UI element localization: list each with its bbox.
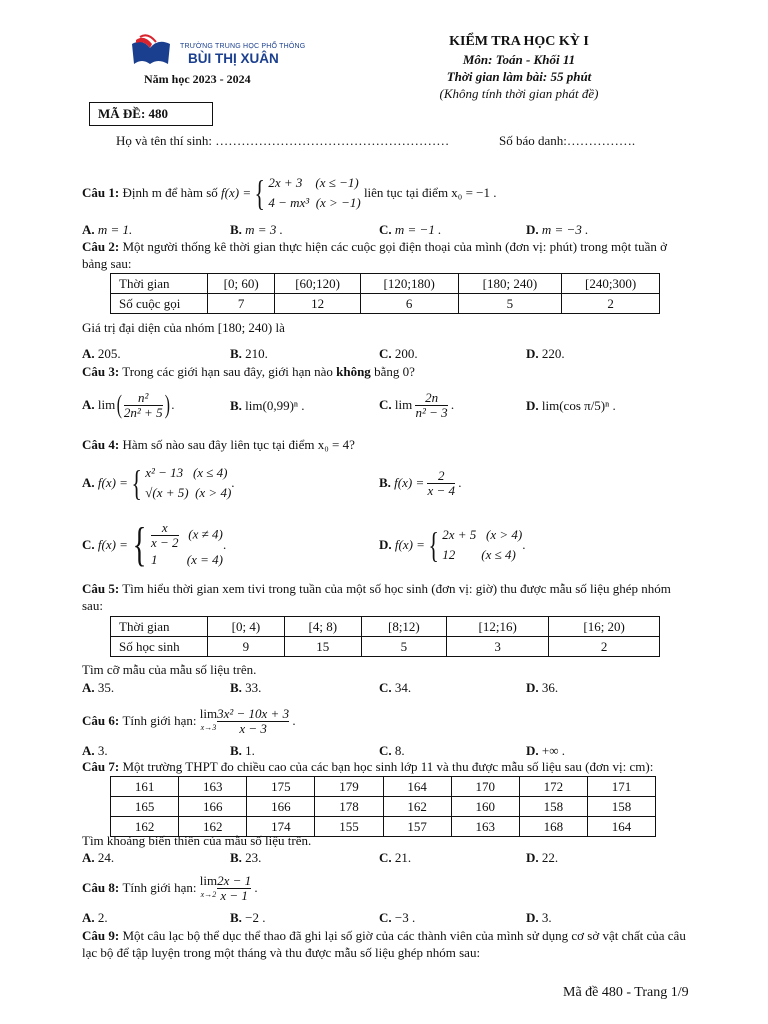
table-cell: [180; 240) [458,274,562,294]
question-subtext: Tìm khoảng biến thiên của mẫu số liệu trên. [82,833,312,848]
q1-option-a[interactable]: A. m = 1. [82,222,133,237]
table-cell: [0; 4) [208,617,285,637]
question-text-cont: bảng sau: [82,256,132,271]
q7-option-d[interactable]: D. 22. [526,850,559,865]
book-logo-icon [128,34,174,68]
table-cell: 157 [383,817,451,837]
table-row [111,797,656,817]
table-cell: 2 [562,294,660,314]
page-footer: Mã đề 480 - Trang 1/9 [563,985,689,1000]
table-cell: 163 [179,777,247,797]
table-cell: 175 [247,777,315,797]
q5-option-c[interactable]: C. 34. [379,680,412,695]
table-cell: 9 [208,637,285,657]
q4-option-c[interactable]: C. f(x) = { $\frac{x}{x - 2}$ (x ≠ 4) 1 (x = 4) . [82,518,227,571]
q7-option-b[interactable]: B. 23. [230,850,262,865]
table-cell: Thời gian [111,617,208,637]
table-cell: 7 [208,294,275,314]
q1-option-b[interactable]: B. m = 3 . [230,222,283,237]
table-cell: [16; 20) [549,617,660,637]
question-text-cont: sau: [82,598,103,613]
table-cell: [60;120) [275,274,361,294]
table-cell: 171 [587,777,655,797]
question-label: Câu 1: [82,185,120,200]
table-cell: 2 [549,637,660,657]
q1-option-c[interactable]: C. m = −1 . [379,222,442,237]
table-cell: 162 [383,797,451,817]
cases-brace: { [254,173,265,213]
q5-option-a[interactable]: A. 35. [82,680,115,695]
q8-option-d[interactable]: D. 3. [526,910,552,925]
table-cell: 158 [519,797,587,817]
table-cell: [240;300) [562,274,660,294]
question-text: Một trường THPT đo chiều cao của các bạn học sinh lớp 11 và thu được mẫu số liệu sau (đơn vị: cm): [122,759,654,774]
student-name-field: Họ và tên thí sinh: ……………………………………………… [116,133,450,148]
q2-option-b[interactable]: B. 210. [230,346,268,361]
school-logo [128,34,174,72]
question-text-cont: lạc bộ để tập luyện trong một tháng và thu được mẫu số liệu ghép nhóm sau: [82,945,481,960]
q2-option-d[interactable]: D. 220. [526,346,565,361]
q8-option-c[interactable]: C. −3 . [379,910,416,925]
table-cell: [4; 8) [284,617,361,637]
q3-option-a[interactable]: A. lim ( $\frac{\text{n²}}{\text{2n² + 5}}$ ) . [82,389,175,420]
table-cell: 166 [247,797,315,817]
exam-title: KIỂM TRA HỌC KỲ I [449,34,589,49]
q2-option-c[interactable]: C. 200. [379,346,418,361]
table-cell: 155 [315,817,383,837]
q5-option-d[interactable]: D. 36. [526,680,559,695]
table-cell: 170 [451,777,519,797]
question-3: Câu 3: Trong các giới hạn sau đây, giới hạn nào không bằng 0? [82,364,415,379]
q7-option-c[interactable]: C. 21. [379,850,412,865]
question-text: Định m để hàm số [122,185,218,200]
question-text: Một câu lạc bộ thể dục thể thao đã ghi lại số giờ của các thành viên của mình sử dụng cơ sở vật chất của câu [122,928,686,943]
question-text: Hàm số nào sau đây liên tục tại điểm x₀ = 4? [122,437,355,452]
exam-note: (Không tính thời gian phát đề) [439,86,599,101]
table-row [111,274,660,294]
q6-option-d[interactable]: D. +∞ . [526,743,565,758]
table-cell: 164 [383,777,451,797]
school-year: Năm học 2023 - 2024 [144,72,251,86]
question-label: Câu 6: [82,713,120,728]
q4-option-b[interactable]: B. f(x) = $\frac{2}{x - 4}$ . [379,467,462,498]
fx-label: f(x) = [221,185,252,200]
table-cell: 164 [587,817,655,837]
school-name-line2: BÙI THỊ XUÂN [188,51,279,66]
question-label: Câu 7: [82,759,120,774]
table-cell: 179 [315,777,383,797]
table-cell: 168 [519,817,587,837]
table-row [111,777,656,797]
q2-table [110,273,660,314]
table-cell: 166 [179,797,247,817]
table-cell: 5 [458,294,562,314]
question-6: Câu 6: Tính giới hạn: lim x→3 $\frac{\text{3x² − 10x + 3}}{x - 3}$ . [82,705,296,736]
question-subtext: Giá trị đại diện của nhóm [180; 240) là [82,320,285,335]
q4-option-d[interactable]: D. f(x) = { 2x + 5 (x > 4) 12 (x ≤ 4) . [379,525,526,565]
table-cell: 5 [361,637,446,657]
question-label: Câu 4: [82,437,120,452]
table-cell: 15 [284,637,361,657]
question-7 [82,759,653,775]
table-cell: 165 [111,797,179,817]
question-5 [82,581,671,597]
question-label: Câu 2: [82,239,120,254]
table-cell: Số cuộc gọi [111,294,208,314]
student-id-field: Số báo danh:……………. [499,133,636,148]
question-9 [82,928,686,944]
q6-option-a[interactable]: A. 3. [82,743,108,758]
q1-option-d[interactable]: D. m = −3 . [526,222,589,237]
table-cell: 160 [451,797,519,817]
table-cell: 12 [275,294,361,314]
table-cell: 163 [451,817,519,837]
table-cell: 178 [315,797,383,817]
table-cell: 174 [247,817,315,837]
table-cell: 161 [111,777,179,797]
question-4 [82,437,355,453]
table-cell: 158 [587,797,655,817]
exam-duration: Thời gian làm bài: 55 phút [446,69,592,84]
q6-option-b[interactable]: B. 1. [230,743,255,758]
table-cell: 172 [519,777,587,797]
table-cell: 3 [447,637,549,657]
q8-option-a[interactable]: A. 2. [82,910,108,925]
question-subtext: Tìm cỡ mẫu của mẫu số liệu trên. [82,662,257,677]
table-cell: [12;16) [447,617,549,637]
table-cell: 162 [111,817,179,837]
q6-option-c[interactable]: C. 8. [379,743,405,758]
table-cell: 162 [179,817,247,837]
table-row [111,617,660,637]
question-label: Câu 5: [82,581,120,596]
question-label: Câu 8: [82,880,120,895]
table-cell: Thời gian [111,274,208,294]
table-cell: Số học sinh [111,637,208,657]
piecewise-cases: 2x + 3 (x ≤ −1) 4 − mx³ (x > −1) [268,175,361,210]
q4-option-a[interactable]: A. f(x) = { x² − 13 (x ≤ 4) √(x + 5) (x > 4) . [82,463,235,503]
table-cell: [0; 60) [208,274,275,294]
question-8: Câu 8: Tính giới hạn: lim x→2 $\frac{2x - 1}{x - 1}$ . [82,872,258,903]
question-tail: liên tục tại điểm x₀ = −1 . [363,185,497,200]
question-text: Một người thống kê thời gian thực hiện các cuộc gọi điện thoại của mình (đơn vị: phút) trong một tuần ở [122,239,667,254]
question-label: Câu 9: [82,928,120,943]
q3-option-c[interactable]: C. lim $\frac{2n}{\text{n² − 3}}$ . [379,389,455,420]
question-label: Câu 3: [82,364,120,379]
table-row [111,637,660,657]
table-cell: [120;180) [360,274,458,294]
question-1 [82,167,497,219]
q7-option-a[interactable]: A. 24. [82,850,115,865]
q5-option-b[interactable]: B. 33. [230,680,262,695]
q3-option-d[interactable]: D. lim(cos π/5)ⁿ . [526,398,616,413]
exam-subject: Môn: Toán - Khối 11 [462,52,576,67]
q2-option-a[interactable]: A. 205. [82,346,121,361]
school-name-line1: TRƯỜNG TRUNG HỌC PHỔ THÔNG [180,43,306,50]
q3-option-b[interactable]: B. lim(0,99)ⁿ . [230,398,305,413]
table-cell: [8;12) [361,617,446,637]
q8-option-b[interactable]: B. −2 . [230,910,266,925]
q5-table [110,616,660,657]
table-cell: 6 [360,294,458,314]
question-2 [82,239,667,255]
exam-code: MÃ ĐỀ: 480 [98,106,169,121]
q7-table [110,776,656,837]
question-text: Tìm hiểu thời gian xem tivi trong tuần của một số học sinh (đơn vị: giờ) thu được mẫu số liệu ghép nhóm [122,581,671,596]
table-row [111,294,660,314]
